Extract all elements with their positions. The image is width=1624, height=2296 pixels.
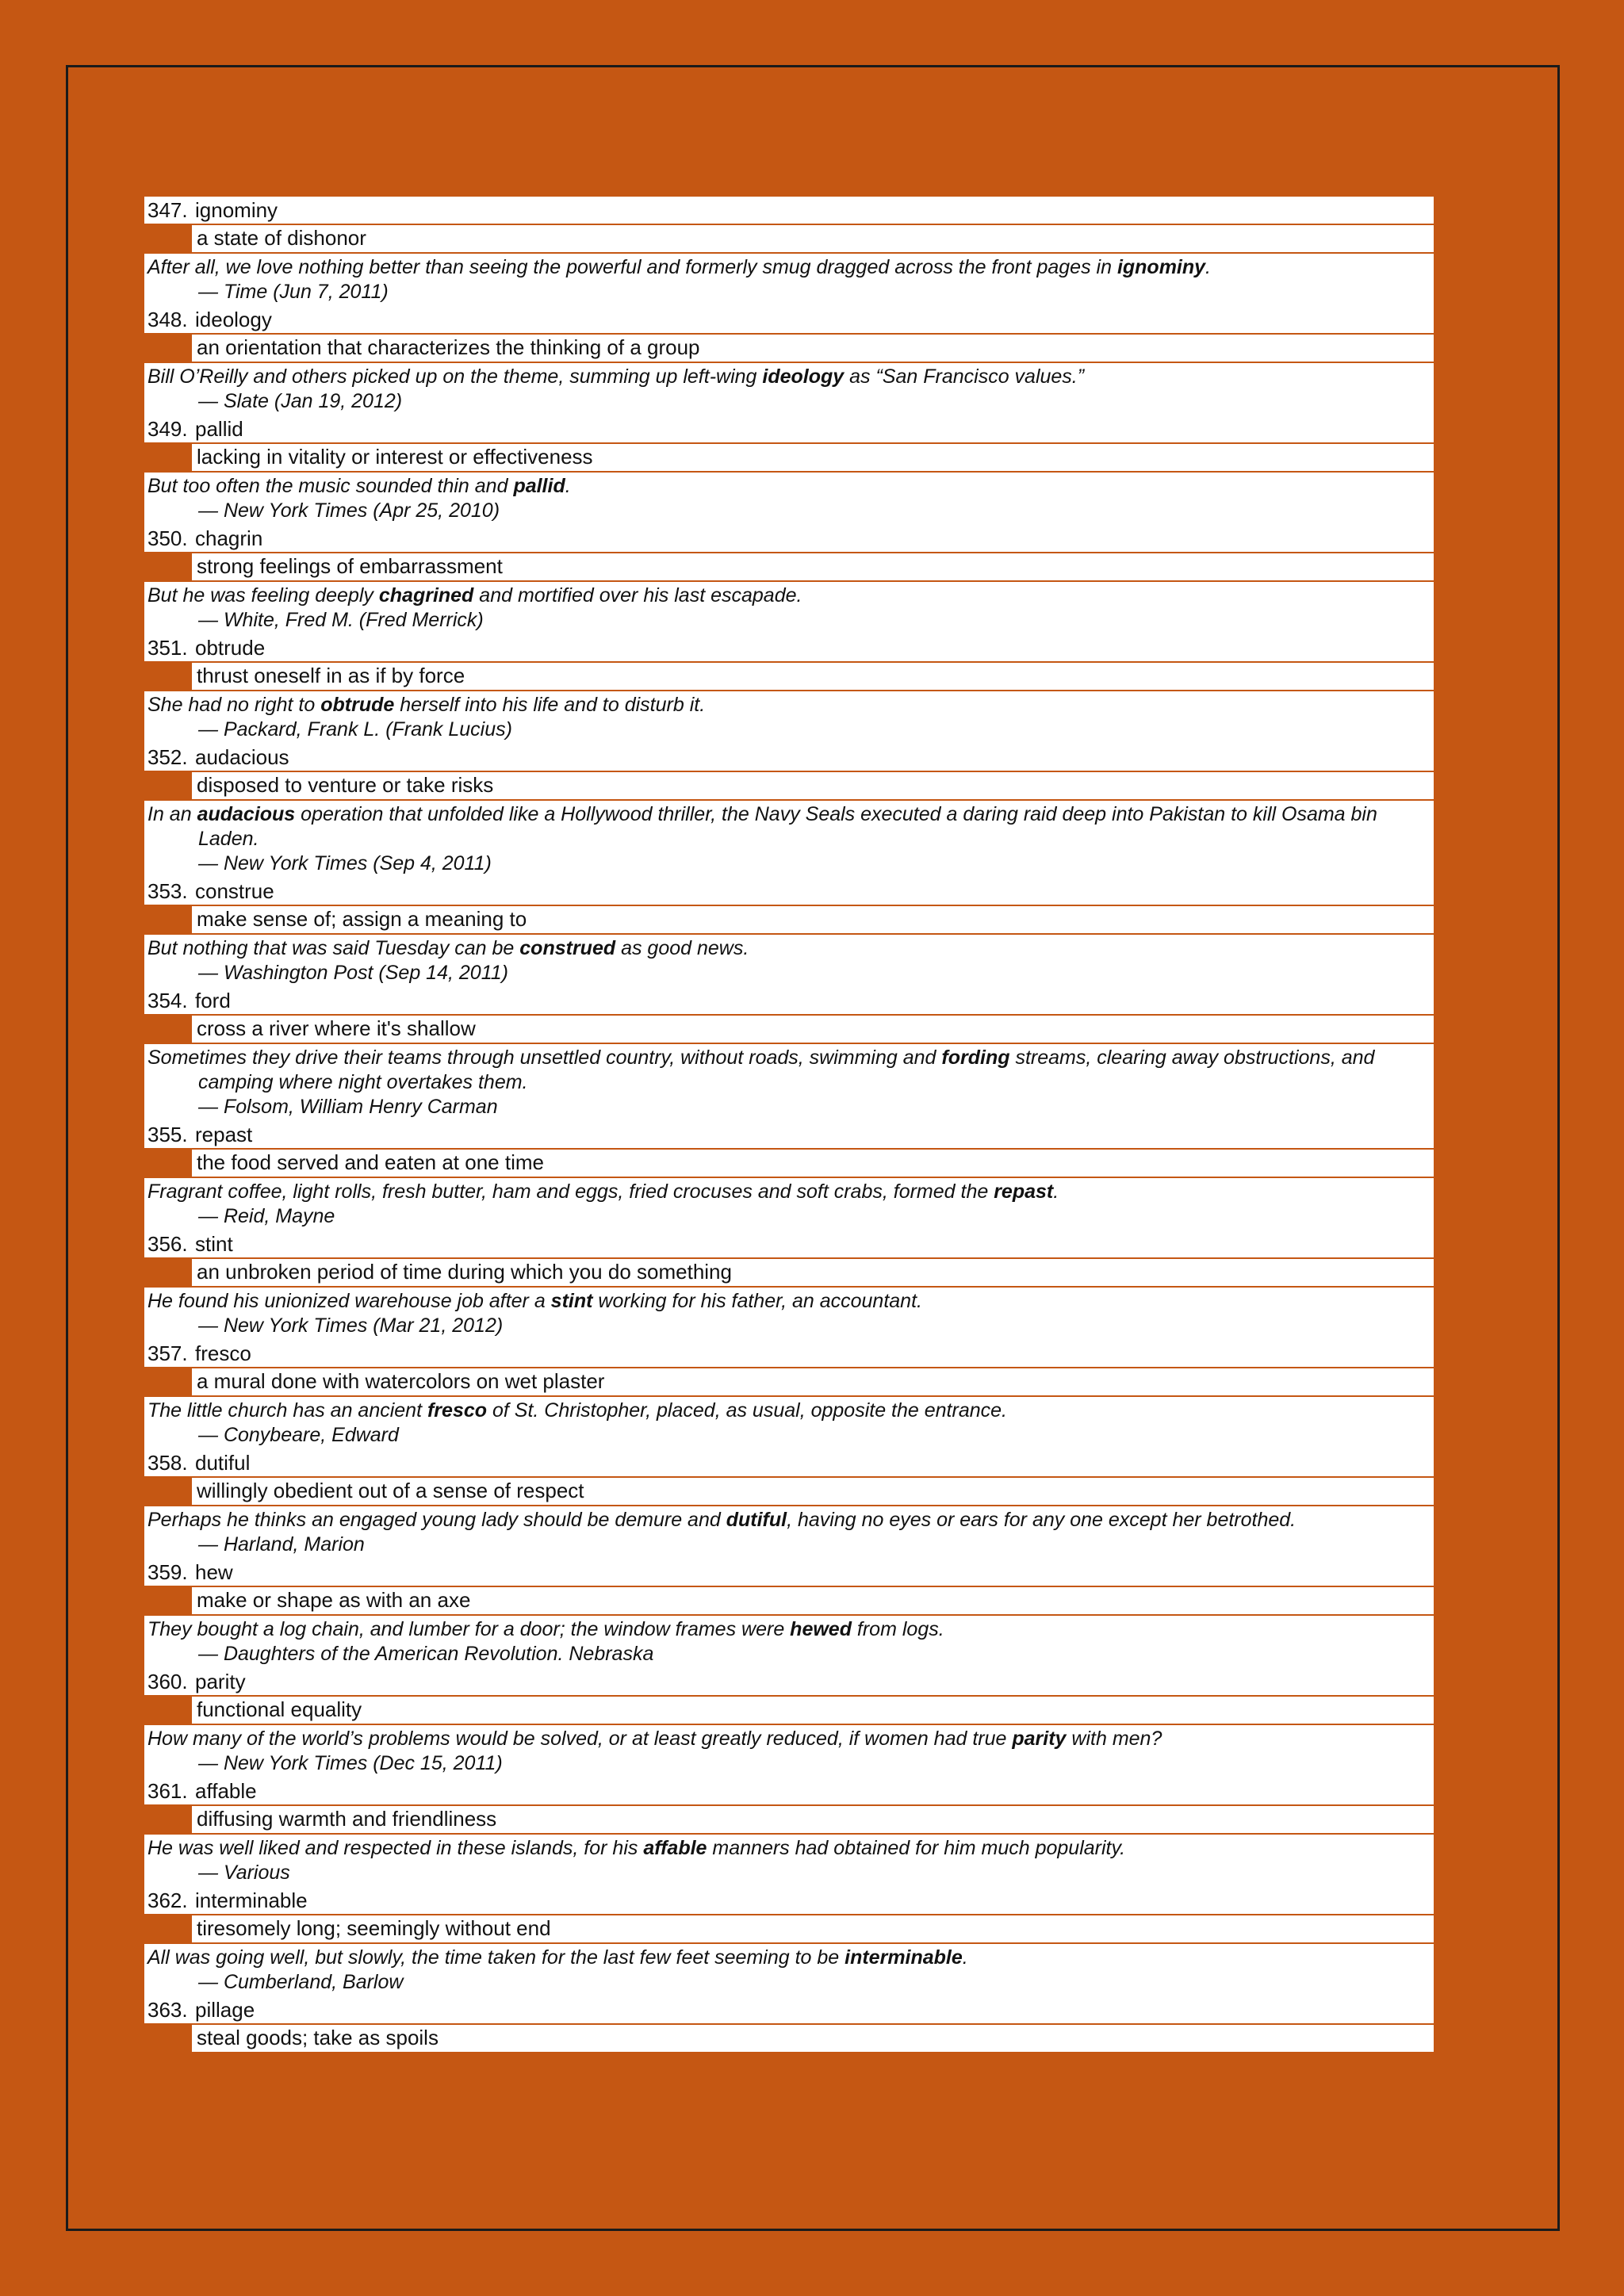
example-text-after: with men? <box>1066 1728 1162 1750</box>
example-block <box>144 1616 1434 1668</box>
definition: diffusing warmth and friendliness <box>192 1806 1434 1833</box>
example-sentence <box>147 255 1429 280</box>
example-text-before: But too often the music sounded thin and <box>147 475 514 497</box>
definition: strong feelings of embarrassment <box>192 553 1434 580</box>
example-text-before: Bill O’Reilly and others picked up on the theme, summing up left-wing <box>147 365 763 388</box>
definition-row <box>144 1016 1434 1043</box>
vocabulary-list <box>144 197 1434 2052</box>
example-source: — Time (Jun 7, 2011) <box>198 281 389 303</box>
vocab-entry <box>144 1996 1434 2052</box>
vocab-entry <box>144 634 1434 744</box>
example-text-before: All was going well, but slowly, the time taken for the last few feet seeming to be <box>147 1946 845 1969</box>
example-source: — Reid, Mayne <box>198 1205 335 1227</box>
vocab-word: pallid <box>195 416 243 441</box>
example-source: — Daughters of the American Revolution. Nebraska <box>198 1643 654 1665</box>
example-source: — New York Times (Apr 25, 2010) <box>198 499 500 522</box>
definition-indent <box>144 553 192 580</box>
vocab-entry <box>144 306 1434 415</box>
definition: an orientation that characterizes the thinking of a group <box>192 335 1434 362</box>
definition-row <box>144 1806 1434 1833</box>
definition: disposed to venture or take risks <box>192 772 1434 799</box>
example-block <box>144 582 1434 634</box>
definition-indent <box>144 906 192 933</box>
definition-row <box>144 772 1434 799</box>
definition: willingly obedient out of a sense of respect <box>192 1478 1434 1505</box>
definition-indent <box>144 225 192 252</box>
example-text-before: He was well liked and respected in these islands, for his <box>147 1837 644 1859</box>
vocab-word: fresco <box>195 1341 251 1365</box>
vocab-word: ignominy <box>195 197 278 222</box>
definition-indent <box>144 1806 192 1833</box>
entry-number: 347. <box>147 197 188 222</box>
vocab-word: chagrin <box>195 526 263 550</box>
example-block <box>144 1288 1434 1340</box>
example-text-after: herself into his life and to disturb it. <box>394 694 706 716</box>
example-block <box>144 1178 1434 1230</box>
example-source: — Various <box>198 1862 290 1884</box>
example-text-before: How many of the world’s problems would be solved, or at least greatly reduced, if women had true <box>147 1728 1013 1750</box>
example-text-after: operation that unfolded like a Hollywood thriller, the Navy Seals executed a daring raid deep into Pakistan to kill Osama bin Laden. <box>198 803 1377 850</box>
example-text-after: manners had obtained for him much popularity. <box>707 1837 1126 1859</box>
definition-indent <box>144 1259 192 1286</box>
example-block <box>144 1835 1434 1887</box>
definition-indent <box>144 1697 192 1724</box>
definition: the food served and eaten at one time <box>192 1150 1434 1177</box>
example-highlight-word: pallid <box>513 475 565 497</box>
example-sentence <box>147 1046 1429 1095</box>
example-highlight-word: fording <box>941 1047 1010 1069</box>
entry-number: 358. <box>147 1450 188 1475</box>
definition: make sense of; assign a meaning to <box>192 906 1434 933</box>
example-text-after: as “San Francisco values.” <box>844 365 1085 388</box>
example-text-after: . <box>1205 256 1211 278</box>
definition: functional equality <box>192 1697 1434 1724</box>
definition-indent <box>144 663 192 690</box>
definition-row <box>144 225 1434 252</box>
example-highlight-word: parity <box>1012 1728 1067 1750</box>
example-text-after: from logs. <box>851 1618 944 1640</box>
example-text-before: He found his unionized warehouse job after a <box>147 1290 551 1312</box>
definition-row <box>144 1478 1434 1505</box>
entry-number: 351. <box>147 635 188 660</box>
word-row <box>144 1449 1434 1476</box>
example-source: — Packard, Frank L. (Frank Lucius) <box>198 718 512 740</box>
example-block <box>144 1506 1434 1559</box>
word-row <box>144 415 1434 442</box>
entry-number: 350. <box>147 526 188 550</box>
example-text-before: She had no right to <box>147 694 321 716</box>
entry-number: 355. <box>147 1122 188 1146</box>
example-block <box>144 1725 1434 1777</box>
word-row <box>144 634 1434 661</box>
definition: a state of dishonor <box>192 225 1434 252</box>
vocab-word: parity <box>195 1669 246 1693</box>
example-text-after: . <box>1053 1181 1059 1203</box>
definition: make or shape as with an axe <box>192 1587 1434 1614</box>
example-highlight-word: obtrude <box>320 694 395 716</box>
definition-row <box>144 1368 1434 1395</box>
definition-indent <box>144 2025 192 2052</box>
vocab-word: affable <box>195 1778 257 1803</box>
example-highlight-word: construed <box>519 937 616 959</box>
example-source: — White, Fred M. (Fred Merrick) <box>198 609 484 631</box>
example-source: — New York Times (Sep 4, 2011) <box>198 852 492 874</box>
example-source: — Washington Post (Sep 14, 2011) <box>198 962 508 984</box>
vocab-word: audacious <box>195 744 289 769</box>
example-source: — Harland, Marion <box>198 1533 365 1556</box>
example-highlight-word: audacious <box>197 803 296 825</box>
vocab-entry <box>144 197 1434 306</box>
definition-indent <box>144 444 192 471</box>
definition-row <box>144 1150 1434 1177</box>
example-sentence <box>147 1836 1429 1861</box>
example-text-after: streams, clearing away obstructions, and camping where night overtakes them. <box>198 1047 1375 1093</box>
example-block <box>144 363 1434 415</box>
example-text-before: Fragrant coffee, light rolls, fresh butter, ham and eggs, fried crocuses and soft crabs, formed the <box>147 1181 994 1203</box>
example-highlight-word: stint <box>550 1290 593 1312</box>
example-text-before: The little church has an ancient <box>147 1399 427 1422</box>
definition-row <box>144 1697 1434 1724</box>
word-row <box>144 306 1434 333</box>
word-row <box>144 525 1434 552</box>
entry-number: 348. <box>147 307 188 331</box>
entry-number: 356. <box>147 1231 188 1256</box>
word-row <box>144 987 1434 1014</box>
definition-indent <box>144 1478 192 1505</box>
example-source: — Conybeare, Edward <box>198 1424 399 1446</box>
definition-row <box>144 2025 1434 2052</box>
entry-number: 361. <box>147 1778 188 1803</box>
vocab-entry <box>144 1121 1434 1230</box>
word-row <box>144 1121 1434 1148</box>
example-source: — Cumberland, Barlow <box>198 1971 404 1993</box>
word-row <box>144 1340 1434 1367</box>
definition: tiresomely long; seemingly without end <box>192 1915 1434 1942</box>
vocab-word: stint <box>195 1231 233 1256</box>
example-block <box>144 935 1434 987</box>
definition-indent <box>144 335 192 362</box>
entry-number: 359. <box>147 1559 188 1584</box>
example-text-before: But he was feeling deeply <box>147 584 379 607</box>
vocab-word: dutiful <box>195 1450 251 1475</box>
example-text-before: They bought a log chain, and lumber for a door; the window frames were <box>147 1618 791 1640</box>
example-block <box>144 1044 1434 1121</box>
example-sentence <box>147 1289 1429 1314</box>
definition: a mural done with watercolors on wet plaster <box>192 1368 1434 1395</box>
definition: cross a river where it's shallow <box>192 1016 1434 1043</box>
vocab-entry <box>144 987 1434 1121</box>
example-source: — Folsom, William Henry Carman <box>198 1096 498 1118</box>
entry-number: 349. <box>147 416 188 441</box>
example-highlight-word: fresco <box>427 1399 488 1422</box>
example-sentence <box>147 693 1429 718</box>
definition-row <box>144 1587 1434 1614</box>
example-text-before: Perhaps he thinks an engaged young lady should be demure and <box>147 1509 726 1531</box>
example-block <box>144 473 1434 525</box>
definition-indent <box>144 1368 192 1395</box>
entry-number: 360. <box>147 1669 188 1693</box>
vocab-word: construe <box>195 878 274 903</box>
entry-number: 357. <box>147 1341 188 1365</box>
example-text-after: of St. Christopher, placed, as usual, opposite the entrance. <box>487 1399 1007 1422</box>
vocab-word: ford <box>195 988 231 1012</box>
entry-number: 353. <box>147 878 188 903</box>
example-sentence <box>147 474 1429 499</box>
definition-row <box>144 663 1434 690</box>
example-highlight-word: hewed <box>790 1618 852 1640</box>
word-row <box>144 878 1434 905</box>
word-row <box>144 1996 1434 2023</box>
example-highlight-word: affable <box>643 1837 707 1859</box>
example-block <box>144 1944 1434 1996</box>
definition-row <box>144 906 1434 933</box>
vocab-entry <box>144 525 1434 634</box>
definition-indent <box>144 1016 192 1043</box>
example-text-before: Sometimes they drive their teams through unsettled country, without roads, swimming and <box>147 1047 942 1069</box>
example-highlight-word: ignominy <box>1116 256 1206 278</box>
example-sentence <box>147 1399 1429 1423</box>
example-highlight-word: repast <box>994 1181 1054 1203</box>
word-row <box>144 1777 1434 1804</box>
definition-indent <box>144 772 192 799</box>
vocab-word: obtrude <box>195 635 266 660</box>
word-row <box>144 197 1434 224</box>
entry-number: 362. <box>147 1888 188 1912</box>
example-sentence <box>147 1946 1429 1970</box>
example-text-after: . <box>962 1946 968 1969</box>
vocab-entry <box>144 415 1434 525</box>
example-block <box>144 1397 1434 1449</box>
entry-number: 363. <box>147 1997 188 2022</box>
word-row <box>144 1668 1434 1695</box>
example-text-after: working for his father, an accountant. <box>592 1290 922 1312</box>
example-highlight-word: interminable <box>845 1946 963 1969</box>
example-text-after: and mortified over his last escapade. <box>473 584 802 607</box>
definition-indent <box>144 1150 192 1177</box>
example-text-after: . <box>565 475 571 497</box>
vocab-entry <box>144 1230 1434 1340</box>
vocab-entry <box>144 1668 1434 1777</box>
example-sentence <box>147 936 1429 961</box>
vocab-entry <box>144 1340 1434 1449</box>
word-row <box>144 1230 1434 1257</box>
definition: steal goods; take as spoils <box>192 2025 1434 2052</box>
definition-row <box>144 335 1434 362</box>
definition-row <box>144 1915 1434 1942</box>
definition-row <box>144 1259 1434 1286</box>
definition: lacking in vitality or interest or effectiveness <box>192 444 1434 471</box>
example-sentence <box>147 584 1429 608</box>
example-sentence <box>147 1727 1429 1751</box>
example-sentence <box>147 802 1429 851</box>
definition-indent <box>144 1915 192 1942</box>
vocab-entry <box>144 744 1434 878</box>
example-sentence <box>147 1180 1429 1204</box>
vocab-entry <box>144 878 1434 987</box>
definition-row <box>144 553 1434 580</box>
vocab-entry <box>144 1559 1434 1668</box>
example-block <box>144 254 1434 306</box>
vocab-word: repast <box>195 1122 253 1146</box>
definition-indent <box>144 1587 192 1614</box>
vocab-entry <box>144 1887 1434 1996</box>
word-row <box>144 1887 1434 1914</box>
example-sentence <box>147 1508 1429 1533</box>
entry-number: 352. <box>147 744 188 769</box>
definition-row <box>144 444 1434 471</box>
vocab-entry <box>144 1449 1434 1559</box>
definition: thrust oneself in as if by force <box>192 663 1434 690</box>
example-highlight-word: chagrined <box>378 584 474 607</box>
word-row <box>144 1559 1434 1586</box>
example-sentence <box>147 365 1429 389</box>
example-sentence <box>147 1617 1429 1642</box>
example-highlight-word: dutiful <box>726 1509 787 1531</box>
vocab-word: pillage <box>195 1997 255 2022</box>
example-text-after: , having no eyes or ears for any one except her betrothed. <box>787 1509 1297 1531</box>
example-source: — Slate (Jan 19, 2012) <box>198 390 403 412</box>
example-text-before: After all, we love nothing better than seeing the powerful and formerly smug dragged across the front pages in <box>147 256 1117 278</box>
example-block <box>144 691 1434 744</box>
entry-number: 354. <box>147 988 188 1012</box>
example-source: — New York Times (Mar 21, 2012) <box>198 1314 504 1337</box>
vocab-entry <box>144 1777 1434 1887</box>
example-block <box>144 801 1434 878</box>
vocab-word: ideology <box>195 307 272 331</box>
definition: an unbroken period of time during which you do something <box>192 1259 1434 1286</box>
example-text-before: But nothing that was said Tuesday can be <box>147 937 520 959</box>
example-text-after: as good news. <box>615 937 749 959</box>
example-source: — New York Times (Dec 15, 2011) <box>198 1752 503 1774</box>
vocab-word: hew <box>195 1559 233 1584</box>
example-text-before: In an <box>147 803 197 825</box>
vocab-word: interminable <box>195 1888 308 1912</box>
word-row <box>144 744 1434 771</box>
example-highlight-word: ideology <box>762 365 845 388</box>
